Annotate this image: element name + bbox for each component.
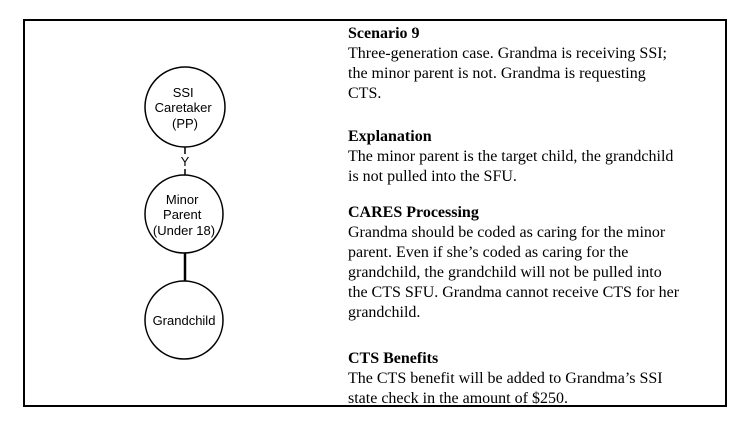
node-label: SSI Caretaker (PP): [154, 85, 212, 131]
node-label: Grandchild: [152, 313, 216, 328]
node-label: Minor Parent (Under 18): [152, 192, 216, 238]
body-line: grandchild.: [348, 304, 421, 321]
section-explanation: [348, 127, 720, 187]
body-line: grandchild, the grandchild will not be pulled into: [348, 264, 662, 281]
body-line: The minor parent is the target child, the grandchild: [348, 148, 674, 165]
node-grandchild: [145, 281, 223, 359]
body-line: the minor parent is not. Grandma is requesting: [348, 65, 646, 82]
body-line: parent. Even if she’s coded as caring for the: [348, 244, 629, 261]
section-heading: CARES Processing: [348, 204, 479, 221]
body-line: state check in the amount of $250.: [348, 390, 568, 407]
body-line: Three-generation case. Grandma is receiving SSI;: [348, 45, 667, 62]
body-line: is not pulled into the SFU.: [348, 168, 517, 185]
node-minor-parent: [145, 175, 223, 253]
connector-caretaker-minorparent: [181, 147, 190, 176]
section-heading: Explanation: [348, 128, 432, 145]
body-line: Grandma should be coded as caring for the minor: [348, 224, 666, 241]
section-cts-benefits: [348, 349, 720, 409]
section-heading: CTS Benefits: [348, 350, 439, 367]
connector-label: Y: [180, 154, 190, 169]
body-line: the CTS SFU. Grandma cannot receive CTS for her: [348, 284, 680, 301]
section-scenario: [348, 24, 720, 104]
section-heading: Scenario 9: [348, 25, 420, 42]
section-cares-processing: [348, 203, 720, 323]
body-line: The CTS benefit will be added to Grandma’s SSI: [348, 370, 663, 387]
body-line: CTS.: [348, 85, 382, 102]
node-ssi-caretaker: [145, 67, 225, 147]
